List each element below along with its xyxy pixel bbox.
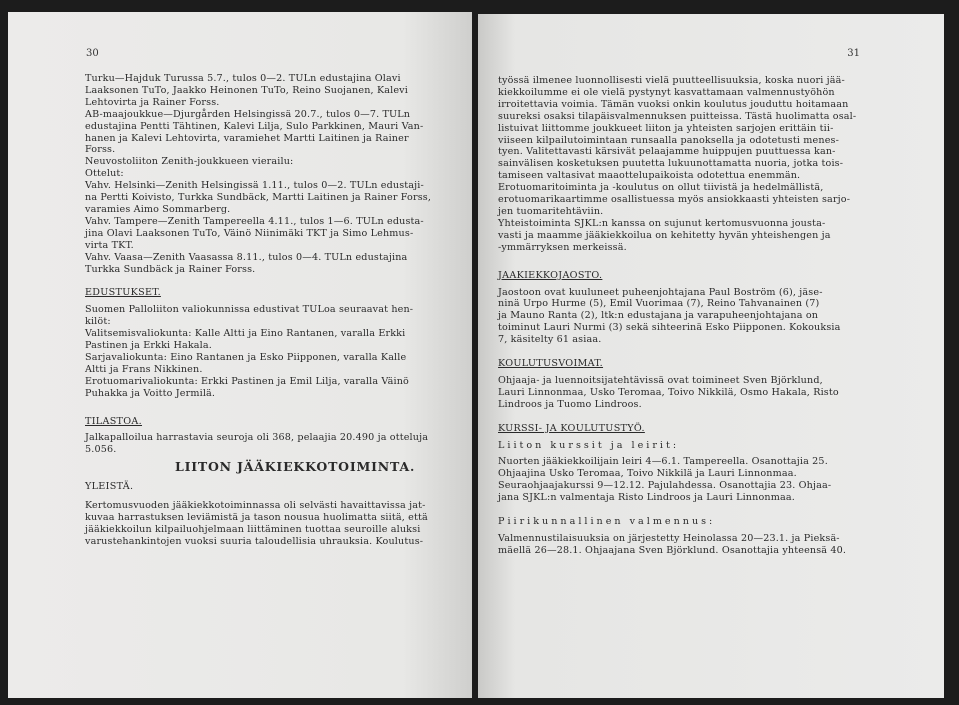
paragraph-vaasa-zenith: Vahv. Vaasa—Zenith Vaasassa 8.11., tulos 0—4. TULn edustajina Turkka Sundbäck ja Rainer Forss. — [85, 251, 408, 275]
right-page — [478, 14, 944, 698]
paragraph-tilastoa: Jalkapalloilua harrastavia seuroja oli 368, pelaajia 20.490 ja otteluja 5.056. — [85, 432, 429, 456]
paragraph-yhteistoiminta: Yhteistoiminta SJKL:n kanssa on sujunut kertomusvuonna jousta- vasti ja maamme jääkiekkoilua on kehitetty hyvän yhteishengen ja -ymmärryksen merkeissä. — [498, 217, 831, 253]
paragraph-ottelut: Ottelut: — [85, 168, 124, 180]
heading-koulutusvoimat: KOULUTUSVOIMAT. — [498, 358, 604, 370]
section-title-row — [85, 461, 450, 495]
paragraph-tampere-zenith: Vahv. Tampere—Zenith Tampereella 4.11., tulos 1—6. TULn edusta- jina Olavi Laaksonen TuTo, Väinö Niinimäki TKT ja Simo Lehmus- virta TKT. — [85, 215, 424, 251]
paragraph-helsinki-zenith: Vahv. Helsinki—Zenith Helsingissä 1.11., tulos 0—2. TULn edustaji- na Pertti Koivisto, Turkka Sundbäck, Martti Laitinen ja Rainer Forss, varamies Aimo Sommarberg. — [85, 180, 432, 215]
page-number-left: 30 — [86, 48, 99, 59]
paragraph-koulutustyo: työssä ilmenee luonnollisesti vielä puutteellisuuksia, koska nuori jää- kiekkoilumme ei ole vielä pystynyt kasvattamaan valmennustyöhön irroitettavia voimia. Tämän vuoksi onkin koulutus jouduttu hoitamaan suureksi osaksi tilapäisvalmennuksen puitteissa. Tästä huolimatta osal- listuivat liittomme joukkueet liiton ja yhteisten sarjojen erittäin tii- viiseen kilpailutoimintaan runsaalla panoksella ja odotetusti menes- tyen. Valitettavasti kärsivät pelaajamme huippujen puuttuessa kan- sainvälisen kosketuksen puutetta lukuunottamatta nuoria, jotka tois- tamiseen valtasivat maaottelupaikoista odotettua enemmän. — [498, 75, 857, 182]
paragraph-erotuomaritoiminta: Erotuomaritoiminta ja -koulutus on ollut tiivistä ja hedelmällistä, erotuomarikaartimme osallistuessa myös ansiokkaasti yhteisten sarjo- jen tuomaritehtäviin. — [498, 182, 851, 217]
paragraph-sarjavaliokunta: Sarjavaliokunta: Eino Rantanen ja Esko Piipponen, varalla Kalle Altti ja Frans Nikkinen. — [85, 351, 407, 375]
section-title-jaakiekko: LIITON JÄÄKIEKKOTOIMINTA. — [175, 459, 416, 475]
subheading-piirikunnallinen: Piirikunnallinen valmennus: — [498, 516, 716, 528]
paragraph-edustukset-intro: Suomen Palloliiton valiokunnissa edustivat TULoa seuraavat hen- kilöt: — [85, 304, 414, 328]
paragraph-valmennus: Valmennustilaisuuksia on järjestetty Heinolassa 20—23.1. ja Pieksä- mäellä 26—28.1. Ohjaajana Sven Björklund. Osanottajia yhteensä 40. — [498, 533, 847, 556]
paragraph-turku-hajduk: Turku—Hajduk Turussa 5.7., tulos 0—2. TULn edustajina Olavi Laaksonen TuTo, Jaakko Heinonen TuTo, Reino Suojanen, Kalevi Lehtovirta ja Rainer Forss. — [85, 73, 408, 108]
paragraph-seuraohjaajakurssi: Seuraohjaajakurssi 9—12.12. Pajulahdessa. Osanottajia 23. Ohjaa- jana SJKL:n valmentaja Risto Lindroos ja Lauri Linnonmaa. — [498, 480, 832, 504]
heading-edustukset: EDUSTUKSET. — [85, 287, 161, 299]
left-text-column — [85, 73, 450, 548]
paragraph-nuorten-leiri: Nuorten jääkiekkoilijain leiri 4—6.1. Tampereella. Osanottajia 25. Ohjaajina Usko Teromaa, Toivo Nikkilä ja Lauri Linnonmaa. — [498, 456, 828, 480]
paragraph-yleista: Kertomusvuoden jääkiekkotoiminnassa oli selvästi havaittavissa jat- kuvaa harrastuksen leviämistä ja tason nousua huolimatta siitä, että jääkiekkoilun kilpailuohjelmaan liittäminen tuottaa seuroille aluksi varustehankintojen vuoksi suuria taloudellisia uhrauksia. Koulutus- — [85, 500, 428, 547]
paragraph-ab-djurgarden: AB-maajoukkue—Djurgården Helsingissä 20.7., tulos 0—7. TULn edustajina Pentti Tähtinen, Kalevi Lilja, Sulo Parkkinen, Mauri Van- hanen ja Kalevi Lehtovirta, varamiehet Martti Laitinen ja Rainer Forss. — [85, 108, 424, 156]
heading-kurssit: KURSSI- JA KOULUTUSTYÖ. — [498, 422, 645, 434]
paragraph-erotuomarivaliokunta: Erotuomarivaliokunta: Erkki Pastinen ja Emil Lilja, varalla Väinö Puhakka ja Voitto Jermilä. — [85, 375, 409, 399]
subheading-liiton-kurssit: Liiton kurssit ja leirit: — [498, 439, 680, 451]
paragraph-valitsemisvaliokunta: Valitsemisvaliokunta: Kalle Altti ja Eino Rantanen, varalla Erkki Pastinen ja Erkki Hakala. — [85, 328, 406, 352]
paragraph-zenith-visit: Neuvostoliiton Zenith-joukkueen vierailu: — [85, 156, 294, 168]
right-text-column — [498, 75, 873, 557]
heading-tilastoa: TILASTOA. — [85, 415, 143, 427]
label-yleista: YLEISTÄ. — [85, 481, 134, 493]
heading-jaakiekkojaosto: JAAKIEKKOJAOSTO. — [498, 269, 603, 281]
left-page — [8, 12, 472, 698]
page-number-right: 31 — [847, 48, 860, 59]
paragraph-jaosto: Jaostoon ovat kuuluneet puheenjohtajana Paul Boström (6), jäse- ninä Urpo Hurme (5), Emil Vuorimaa (7), Reino Tahvanainen (7) ja Mauno Ranta (2), ltk:n edustajana ja varapuheenjohtajana on toiminut Lauri Nurmi (3) sekä sihteerinä Esko Piipponen. Kokouksia 7, käsitelty 61 asiaa. — [498, 286, 841, 346]
paragraph-koulutusvoimat: Ohjaaja- ja luennoitsijatehtävissä ovat toimineet Sven Björklund, Lauri Linnonmaa, Usko Teromaa, Toivo Nikkilä, Osmo Hakala, Risto Lindroos ja Tuomo Lindroos. — [498, 374, 839, 410]
